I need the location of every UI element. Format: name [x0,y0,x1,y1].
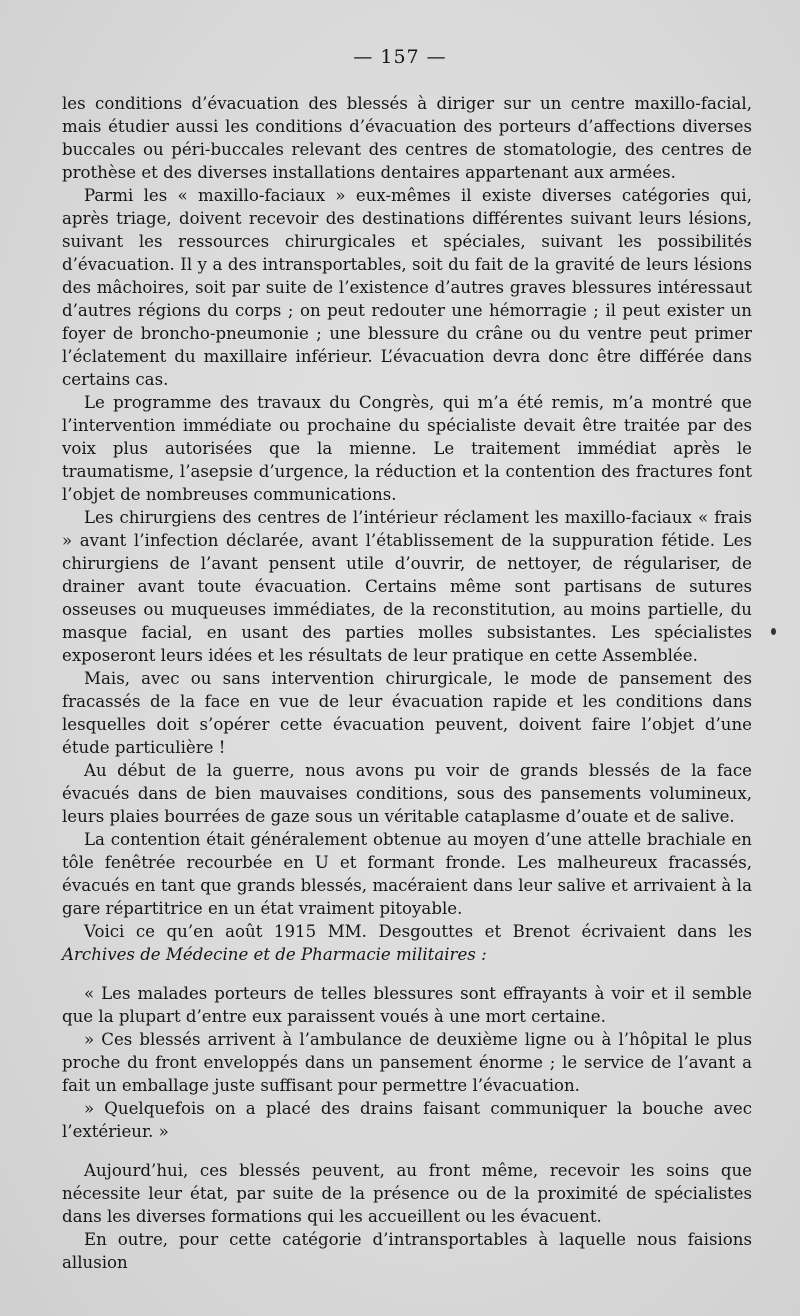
paragraph: Au début de la guerre, nous avons pu voir de grands blessés de la face évacués dans de bien mauvaises conditions, sous des pansements volumineux, leurs plaies bourrées de gaze sous un véritable cataplasme d’ouate et de salive. [62,761,752,826]
paragraph: En outre, pour cette catégorie d’intransportables à laquelle nous faisions allusion [62,1230,752,1272]
quote-paragraph: » Ces blessés arrivent à l’ambulance de deuxième ligne ou à l’hôpital le plus proche du front enveloppés dans un pansement énorme ; le service de l’avant a fait un emballage juste suffisant pour permettre l’évacuation. [62,1030,752,1095]
quote-paragraph: » Quelquefois on a placé des drains faisant communiquer la bouche avec l’extérieur. » [62,1099,752,1141]
paragraph: La contention était généralement obtenue au moyen d’une attelle brachiale en tôle fenêtrée recourbée en U et formant fronde. Les malheureux fracassés, évacués en tant que grands blessés, macéraient dans leur salive et arrivaient à la gare répartitrice en un état vraiment pitoyable. [62,830,752,918]
paragraph: Les chirurgiens des centres de l’intérieur réclament les maxillo-faciaux « frais » avant l’infection déclarée, avant l’établissement de la suppuration fétide. Les chirurgiens de l’avant pensent utile d’ouvrir, de nettoyer, de régulariser, de drainer avant toute évacuation. Certains même sont partisans de sutures osseuses ou muqueuses immédiates, de la reconstitution, au moins partielle, du masque facial, en usant des parties molles subsistantes. Les spécialistes exposeront leurs idées et les résultats de leur pratique en cette Assemblée. [62,508,752,665]
ink-speck [771,628,776,635]
citation-intro: Voici ce qu’en août 1915 MM. Desgouttes et Brenot écrivaient dans les [84,922,752,941]
citation-intro-paragraph [62,920,752,966]
paragraph: les conditions d’évacuation des blessés à diriger sur un centre maxillo-facial, mais étudier aussi les conditions d’évacuation des porteurs d’affections diverses buccales ou péri-buccales relevant des centres de stomatologie, des centres de prothèse et des diverses installations dentaires appartenant aux armées. [62,94,752,182]
body-text [62,92,752,1274]
paragraph: Le programme des travaux du Congrès, qui m’a été remis, m’a montré que l’intervention immédiate ou prochaine du spécialiste devait être traitée par des voix plus autorisées que la mienne. Le traitement immédiat après le traumatisme, l’asepsie d’urgence, la réduction et la contention des fractures font l’objet de nombreuses communications. [62,393,752,504]
page-number: — 157 — [353,46,447,68]
citation-source: Archives de Médecine et de Pharmacie militaires : [62,945,487,964]
paragraph: Mais, avec ou sans intervention chirurgicale, le mode de pansement des fracassés de la face en vue de leur évacuation rapide et les conditions dans lesquelles doit s’opérer cette évacuation peuvent, doivent faire l’objet d’une étude particulière ! [62,669,752,757]
paragraph: Parmi les « maxillo-faciaux » eux-mêmes il existe diverses catégories qui, après triage, doivent recevoir des destinations différentes suivant leurs lésions, suivant les ressources chirurgicales et spéciales, suivant les possibilités d’évacuation. Il y a des intransportables, soit du fait de la gravité de leurs lésions des mâchoires, soit par suite de l’existence d’autres graves blessures intéressaut d’autres régions du corps ; on peut redouter une hémorragie ; il peut exister un foyer de broncho-pneumonie ; une blessure du crâne ou du ventre peut primer l’éclatement du maxillaire inférieur. L’évacuation devra donc être différée dans certains cas. [62,186,752,389]
quote-paragraph: « Les malades porteurs de telles blessures sont effrayants à voir et il semble que la plupart d’entre eux paraissent voués à une mort certaine. [62,984,752,1026]
paragraph: Aujourd’hui, ces blessés peuvent, au front même, recevoir les soins que nécessite leur état, par suite de la présence ou de la proximité de spécialistes dans les diverses formations qui les accueillent ou les évacuent. [62,1161,752,1226]
